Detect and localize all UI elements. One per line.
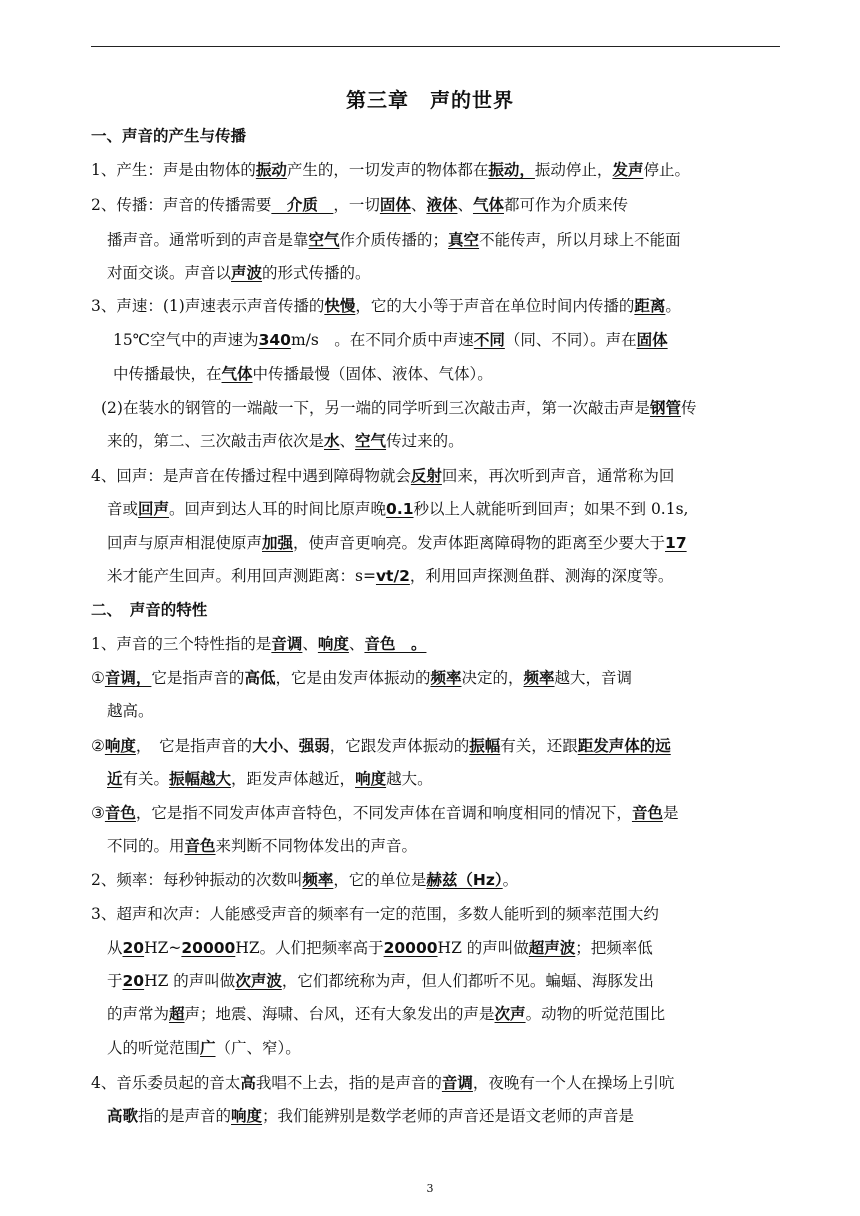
answer: 空气 <box>308 231 340 249</box>
text: ③ <box>91 804 105 822</box>
answer: 音调， <box>104 669 152 687</box>
text: 有关。 <box>122 770 170 788</box>
text: 声；地震、海啸、台风，还有大象发出的声是 <box>184 1005 495 1023</box>
text: 米才能产生回声。利用回声测距离：s= <box>107 567 376 585</box>
text: 不能传声，所以月球上不能面 <box>479 231 681 249</box>
text: ，距发声体越近， <box>231 770 356 788</box>
answer: 20 <box>122 939 145 957</box>
answer: 振幅越大 <box>169 770 232 788</box>
text: 3、超声和次声：人能感受声音的频率有一定的范围，多数人能听到的频率范围大约 <box>91 905 659 923</box>
answer: 固体 <box>636 331 668 349</box>
answer: 液体 <box>426 196 458 214</box>
answer: 发声 <box>612 161 644 179</box>
bold-text: 高歌 <box>107 1107 139 1125</box>
para-1-2-line-2 <box>107 230 681 250</box>
text: ，它是由发声体振动的 <box>275 669 431 687</box>
text: ，它的大小等于声音在单位时间内传播的 <box>355 297 635 315</box>
text: 秒以上人就能听到回声；如果不到 0.1s, <box>413 500 689 518</box>
answer: 声波 <box>231 264 263 282</box>
answer: 频率 <box>302 871 334 889</box>
text: 越高。 <box>107 702 154 720</box>
answer: 音色 。 <box>364 635 427 653</box>
answer: 振动 <box>255 161 287 179</box>
text: 的形式传播的。 <box>262 264 371 282</box>
text: 于 <box>107 972 123 990</box>
text: ① <box>91 669 105 687</box>
text: 播声音。通常听到的声音是靠 <box>107 231 309 249</box>
answer: 介质 <box>271 196 334 214</box>
text: ；把频率低 <box>575 939 653 957</box>
text: ，使声音更响亮。发声体距离障碍物的距离至少要大于 <box>293 534 666 552</box>
para-2-3-line-1 <box>91 736 671 756</box>
answer: 次声 <box>494 1005 526 1023</box>
text: 是 <box>662 804 679 822</box>
answer: 水 <box>324 432 340 450</box>
text: 、 <box>302 635 318 653</box>
answer: 振幅 <box>469 737 501 755</box>
para-2-6-line-5 <box>107 1038 301 1058</box>
text: ， 它是指声音的 <box>135 737 253 755</box>
para-1-3-line-4 <box>101 398 697 418</box>
text: 中传播最慢（固体、液体、气体）。 <box>252 365 493 383</box>
answer: vt/2 <box>375 567 410 585</box>
text: 有关，还跟 <box>500 737 578 755</box>
answer: 加强 <box>262 534 294 552</box>
text: 的声常为 <box>107 1005 170 1023</box>
answer: 次声波 <box>235 972 282 990</box>
answer: 20 <box>122 972 145 990</box>
text: 从 <box>107 939 123 957</box>
text: 越大，音调 <box>554 669 633 687</box>
bold-text: 高低 <box>244 669 276 687</box>
para-2-6-line-1 <box>91 904 659 924</box>
text: 停止。 <box>643 161 690 179</box>
para-2-4-line-1 <box>91 803 678 823</box>
answer: 响度 <box>231 1107 263 1125</box>
text: HZ~ <box>144 939 182 957</box>
para-2-5-line-1 <box>91 870 518 890</box>
text: 15℃空气中的声速为 <box>113 331 259 349</box>
text: 4、音乐委员起的音太 <box>91 1074 241 1092</box>
text: 它是指声音的 <box>151 669 245 687</box>
text: ，它的单位是 <box>333 871 427 889</box>
para-2-2-line-1 <box>91 668 632 688</box>
para-1-3-line-3 <box>113 364 493 384</box>
text: 都可作为介质来传 <box>503 196 628 214</box>
page-number: 3 <box>426 1182 434 1195</box>
answer: 音调 <box>271 635 303 653</box>
para-2-6-line-4 <box>107 1004 665 1024</box>
text: 、 <box>339 432 356 450</box>
text: 音或 <box>107 500 139 518</box>
para-2-7-line-2 <box>107 1106 634 1126</box>
header-rule <box>91 46 780 47</box>
text: ，夜晚有一个人在操场上引吭 <box>472 1074 675 1092</box>
text: ，利用回声探测鱼群、测海的深度等。 <box>409 567 674 585</box>
text: 2、频率：每秒钟振动的次数叫 <box>91 871 303 889</box>
text: (2)在装水的钢管的一端敲一下，另一端的同学听到三次敲击声，第一次敲击声是 <box>101 399 650 417</box>
answer: 固体 <box>379 196 411 214</box>
para-2-2-line-2 <box>107 701 154 721</box>
para-2-4-line-2 <box>107 836 417 856</box>
text: 传过来的。 <box>386 432 464 450</box>
text: HZ 的声叫做 <box>144 972 236 990</box>
text: 。 <box>665 297 681 315</box>
text: 2、传播：声音的传播需要 <box>91 196 272 214</box>
answer: 气体 <box>221 365 253 383</box>
section-heading-2: 二、 声音的特性 <box>91 601 208 619</box>
para-2-1-line-1 <box>91 634 426 654</box>
text: 传 <box>680 399 697 417</box>
text: ，它们都统称为声，但人们都听不见。蝙蝠、海豚发出 <box>281 972 654 990</box>
text: 中传播最快，在 <box>113 365 222 383</box>
answer: 距发声体的远 <box>577 737 671 755</box>
answer: 340 <box>258 331 291 349</box>
bold-text: 大小、强弱 <box>252 737 330 755</box>
text: 振动停止， <box>534 161 613 179</box>
answer: 超 <box>169 1005 185 1023</box>
answer: 真空 <box>448 231 480 249</box>
answer: 不同 <box>473 331 505 349</box>
answer: 钢管 <box>649 399 681 417</box>
text: 指的是声音的 <box>138 1107 232 1125</box>
para-1-4-line-2 <box>107 499 688 519</box>
text: m/s 。在不同介质中声速 <box>290 331 474 349</box>
answer: 音调 <box>441 1074 473 1092</box>
para-1-3-line-2 <box>113 330 668 350</box>
text: ，一切 <box>333 196 380 214</box>
text: 越大。 <box>386 770 433 788</box>
text: 对面交谈。声音以 <box>107 264 232 282</box>
answer: 广 <box>200 1039 216 1057</box>
para-1-4-line-4 <box>107 566 673 586</box>
answer: 响度 <box>355 770 387 788</box>
para-1-1-line-1 <box>91 160 690 180</box>
answer: 气体 <box>472 196 504 214</box>
answer: 音色 <box>631 804 663 822</box>
text: HZ。人们把频率高于 <box>235 939 384 957</box>
para-1-3-line-5 <box>107 431 464 451</box>
answer: 频率 <box>430 669 462 687</box>
text: 1、产生：声是由物体的 <box>91 161 256 179</box>
text: 决定的， <box>461 669 524 687</box>
answer: 音色 <box>184 837 216 855</box>
text: 1、声音的三个特性指的是 <box>91 635 272 653</box>
text: 3、声速：(1)声速表示声音传播的 <box>91 297 325 315</box>
answer: 20000 <box>383 939 438 957</box>
answer: 距离 <box>634 297 666 315</box>
text: 。 <box>502 871 519 889</box>
text: ② <box>91 737 105 755</box>
text: 。回声到达人耳的时间比原声晚 <box>169 500 387 518</box>
text: 作介质传播的； <box>339 231 449 249</box>
answer: 近 <box>107 770 123 788</box>
para-1-2-line-3 <box>107 263 371 283</box>
text: 回来，再次听到声音，通常称为回 <box>441 467 675 485</box>
text: 、 <box>348 635 365 653</box>
page-title: 第三章 声的世界 <box>346 88 514 112</box>
text: HZ 的声叫做 <box>437 939 529 957</box>
text: （同、不同）。声在 <box>504 331 637 349</box>
answer: 超声波 <box>528 939 576 957</box>
para-1-4-line-3 <box>107 533 687 553</box>
para-2-6-line-2 <box>107 938 653 958</box>
answer: 频率 <box>523 669 555 687</box>
text: 、 <box>457 196 473 214</box>
bold-text: 高 <box>240 1074 256 1092</box>
text: （广、窄）。 <box>215 1039 301 1057</box>
para-2-7-line-1 <box>91 1073 674 1093</box>
answer: 响度 <box>104 737 136 755</box>
para-1-3-line-1 <box>91 296 681 316</box>
answer: 反射 <box>410 467 442 485</box>
text: 来判断不同物体发出的声音。 <box>215 837 418 855</box>
section-heading-1: 一、声音的产生与传播 <box>91 127 247 145</box>
text: ；我们能辨别是数学老师的声音还是语文老师的声音是 <box>262 1107 635 1125</box>
text: 回声与原声相混使原声 <box>107 534 263 552</box>
answer: 响度 <box>317 635 349 653</box>
para-2-6-line-3 <box>107 971 654 991</box>
text: ，它是指不同发声体声音特色，不同发声体在音调和响度相同的情况下， <box>135 804 632 822</box>
text: 4、回声：是声音在传播过程中遇到障碍物就会 <box>91 467 411 485</box>
text: 不同的。用 <box>107 837 185 855</box>
text: ，它跟发声体振动的 <box>329 737 470 755</box>
text: 人的听觉范围 <box>107 1039 201 1057</box>
text: 。动物的听觉范围比 <box>525 1005 666 1023</box>
answer: 快慢 <box>324 297 356 315</box>
answer: 回声 <box>138 500 170 518</box>
para-2-3-line-2 <box>107 769 433 789</box>
text: 我唱不上去，指的是声音的 <box>255 1074 442 1092</box>
text: 来的，第二、三次敲击声依次是 <box>107 432 325 450</box>
text: 、 <box>410 196 427 214</box>
para-1-2-line-1 <box>91 195 628 215</box>
answer: 0.1 <box>386 500 414 518</box>
answer: 空气 <box>355 432 387 450</box>
answer: 17 <box>665 534 687 552</box>
answer: 音色 <box>104 804 136 822</box>
para-1-4-line-1 <box>91 466 674 486</box>
answer: 赫兹（Hz） <box>426 871 503 889</box>
text: 产生的，一切发声的物体都在 <box>286 161 489 179</box>
answer: 20000 <box>181 939 236 957</box>
answer: 振动， <box>488 161 535 179</box>
